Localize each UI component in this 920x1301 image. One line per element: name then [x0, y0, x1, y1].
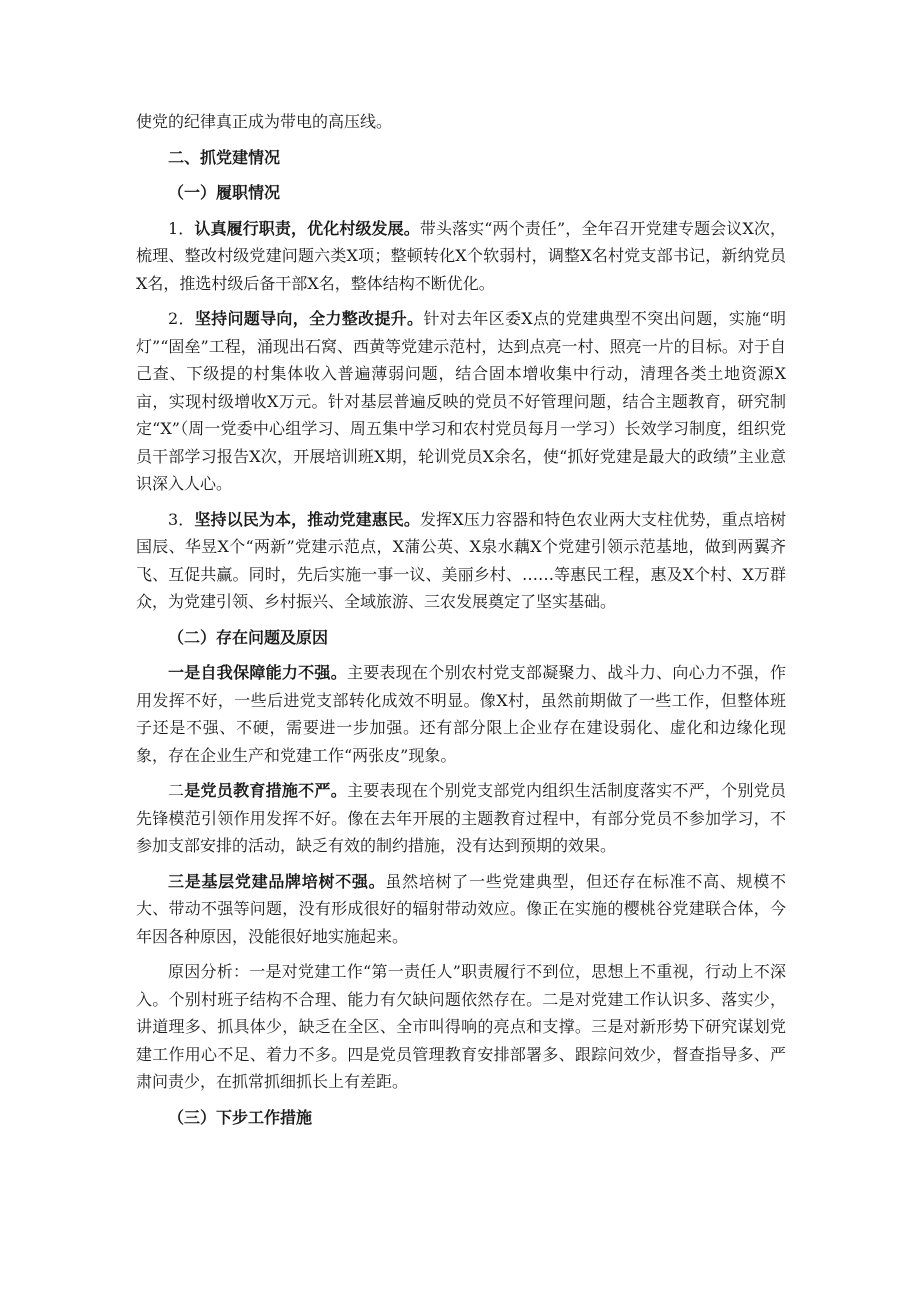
subsection-3-title: （三）下步工作措施 — [168, 1107, 313, 1127]
section-2-title: 二、抓党建情况 — [168, 147, 281, 167]
item-3-paragraph — [136, 506, 786, 616]
item-1-number: 1． — [168, 218, 195, 238]
problem-2-paragraph — [136, 777, 786, 860]
item-2-heading: 坚持问题导向，全力整改提升。 — [194, 309, 424, 328]
item-1-heading: 认真履行职责，优化村级发展。 — [194, 218, 420, 238]
item-3-body: 发挥X压力容器和特色农业两大支柱优势，重点培树国辰、华昱X个“两新”党建示范点，X蒲公英、X泉水藕X个党建引领示范基地，做到两翼齐飞、互促共赢。同时，先后实施一事一议、美丽乡村、……等惠民工程，惠及X个村、X万群众，为党建引领、乡村振兴、全域旅游、三农发展奠定了坚实基础。 — [136, 509, 786, 611]
problem-1-paragraph — [136, 659, 786, 769]
subsection-1-title: （一）履职情况 — [168, 183, 281, 202]
cause-analysis-paragraph: 原因分析：一是对党建工作“第一责任人”职责履行不到位，思想上不重视，行动上不深入。个别村班子结构不合理、能力有欠缺问题依然存在。二是对党建工作认识多、落实少，讲道理多、抓具体少，缺乏在全区、全市叫得响的亮点和支撑。三是对新形势下研究谋划党建工作用心不足、着力不多。四是党员管理教育安排部署多、跟踪问效少，督查指导多、严肃问责少，在抓常抓细抓长上有差距。 — [136, 962, 786, 1091]
item-1-body: 带头落实“两个责任”，全年召开党建专题会议X次，梳理、整改村级党建问题六类X项；整顿转化X个软弱村，调整X名村党支部书记，新纳党员X名，推选村级后备干部X名，整体结构不断优化。 — [136, 218, 786, 293]
problem-1-heading: 一是自我保障能力不强。 — [168, 663, 347, 682]
item-1-paragraph — [136, 215, 786, 298]
problem-2-heading-prefix: 二 — [168, 781, 185, 800]
document-page — [136, 108, 786, 1131]
problem-1-body: 主要表现在个别农村党支部凝聚力、战斗力、向心力不强，作用发挥不好，一些后进党支部转化成效不明显。像X村，虽然前期做了一些工作，但整体班子还是不强、不硬，需要进一步加强。还有部分限上企业存在建设弱化、虚化和边缘化现象，存在企业生产和党建工作“两张皮”现象。 — [136, 663, 786, 765]
problem-3-paragraph — [136, 868, 786, 951]
item-3-heading: 坚持以民为本，推动党建惠民。 — [194, 509, 421, 529]
item-2-body: 针对去年区委X点的党建典型不突出问题，实施“明灯”“固垒”工程，涌现出石窝、西黄等党建示范村，达到点亮一村、照亮一片的目标。对于自己查、下级提的村集体收入普遍薄弱问题，结合固本增收集中行动，清理各类土地资源X亩，实现村级增收X万元。针对基层普遍反映的党员不好管理问题，结合主题教育，研究制定“X”（周一党委中心组学习、周五集中学习和农村党员每月一学习）长效学习制度，组织党员干部学习报告X次，开展培训班X期，轮训党员X余名，使“抓好党建是最大的政绩”主业意识深入人心。 — [136, 309, 786, 493]
lead-line: 使党的纪律真正成为带电的高压线。 — [136, 112, 393, 131]
subsection-2-title: （二）存在问题及原因 — [168, 627, 329, 647]
item-3-number: 3． — [168, 509, 195, 529]
problem-3-heading: 三是基层党建品牌培树不强。 — [168, 871, 386, 891]
problem-2-heading: 是党员教育措施不严。 — [184, 781, 347, 800]
problem-2-body: 主要表现在个别党支部党内组织生活制度落实不严，个别党员先锋模范引领作用发挥不好。像在去年开展的主题教育过程中，有部分党员不参加学习，不参加支部安排的活动，缺乏有效的制约措施，没有达到预期的效果。 — [136, 781, 786, 855]
item-2-number: 2． — [168, 309, 195, 328]
item-2-paragraph — [136, 305, 786, 498]
problem-3-body: 虽然培树了一些党建典型，但还存在标准不高、规模不大、带动不强等问题，没有形成很好的辐射带动效应。像正在实施的樱桃谷党建联合体，今年因各种原因，没能很好地实施起来。 — [136, 871, 786, 946]
